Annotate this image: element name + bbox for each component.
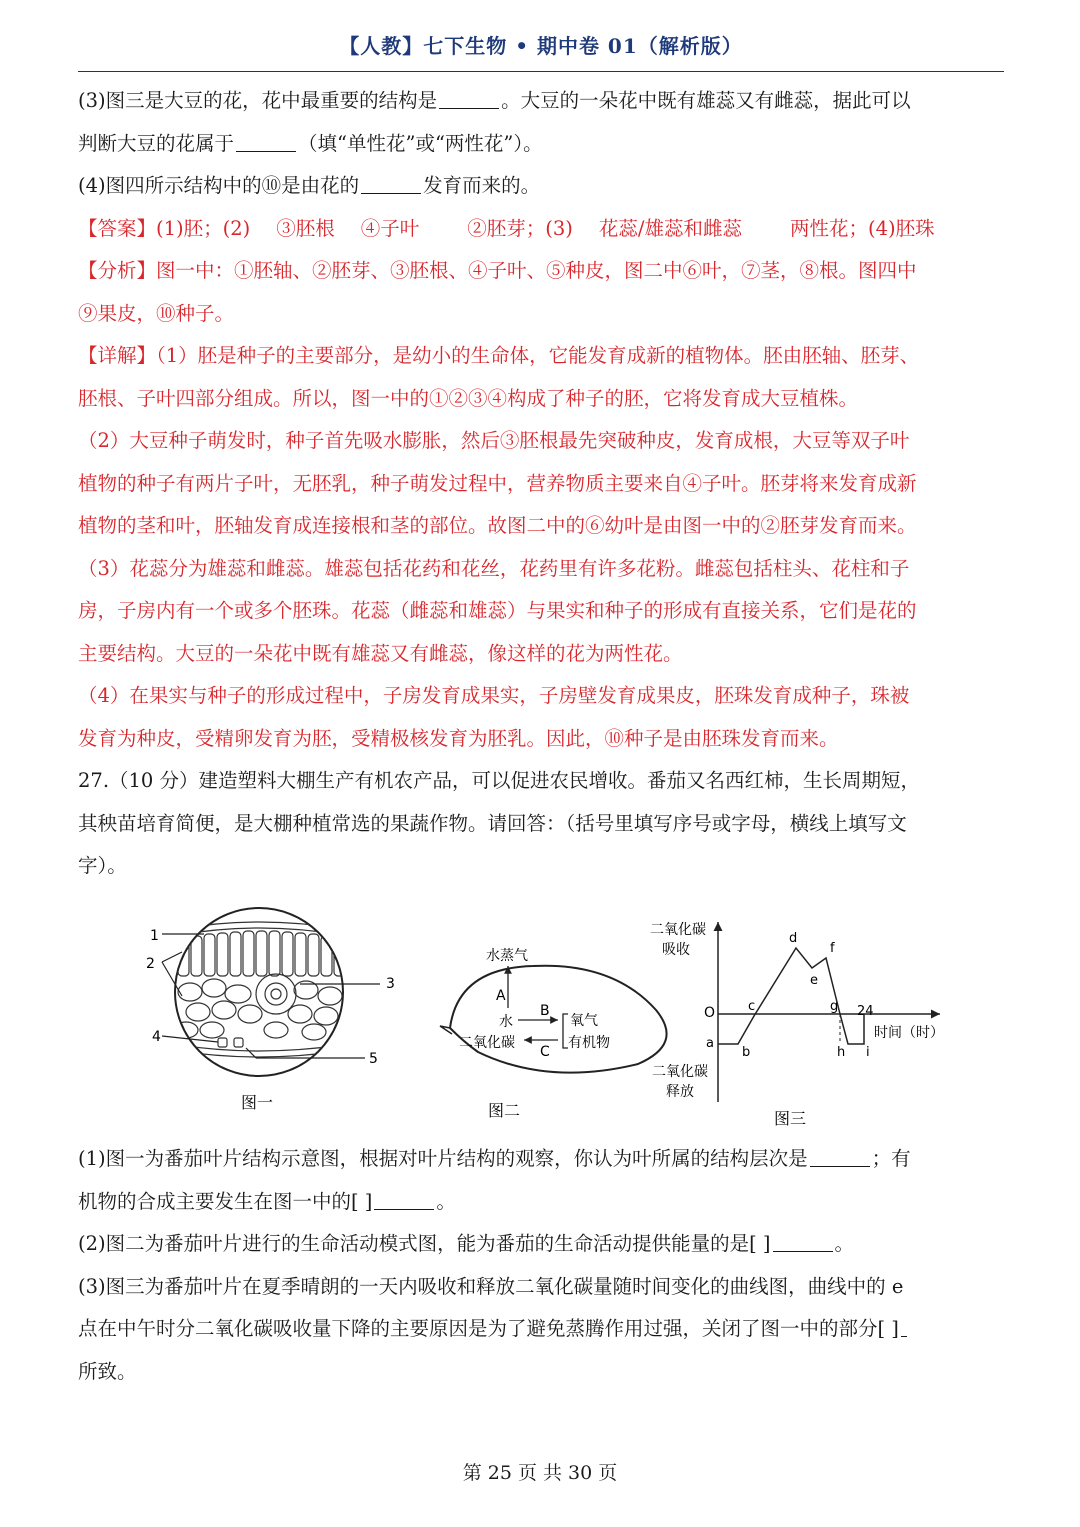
fig3-point-label: b xyxy=(742,1045,751,1060)
answer-blank xyxy=(901,1312,907,1337)
detail-line: 房，子房内有一个或多个胚珠。花蕊（雌蕊和雄蕊）与果实和种子的形成有直接关系，它们是花的 xyxy=(78,599,917,622)
q27-text: 机物的合成主要发生在图一中的[ ] xyxy=(78,1189,373,1213)
q27-s2-line xyxy=(78,1223,1004,1266)
q27-s1-line1 xyxy=(78,1138,1004,1181)
fig3-curve xyxy=(718,948,864,1044)
fig2-co2-label: 二氧化碳 xyxy=(459,1035,515,1051)
q4-text-b: 发育而来的。 xyxy=(423,174,541,197)
q3-line1 xyxy=(78,80,1004,123)
detail-line: （2）大豆种子萌发时，种子首先吸水膨胀，然后③胚根最先突破种皮，发育成根，大豆等双子叶 xyxy=(78,429,910,452)
figures-row xyxy=(78,902,1004,1134)
fig3-point-label: h xyxy=(837,1045,846,1060)
fig3-ylabel-top: 吸收 xyxy=(662,942,690,958)
answer-part: ④子叶 xyxy=(360,216,420,240)
fig2-caption: 图二 xyxy=(488,1101,521,1120)
detail-label: 【详解】 xyxy=(78,344,157,367)
q3-text-d: （填“单性花”或“两性花”）。 xyxy=(298,131,543,155)
figure2-leaf-model xyxy=(440,947,667,1120)
figures-svg xyxy=(78,902,1004,1134)
answer-part: 花蕊/雄蕊和雌蕊 xyxy=(598,216,742,240)
q27-text: (2)图二为番茄叶片进行的生命活动模式图，能为番茄的生命活动提供能量的是[ ] xyxy=(78,1232,771,1255)
main-content xyxy=(78,80,1004,888)
answer-blank xyxy=(439,84,499,109)
fig3-point-label: a xyxy=(706,1036,714,1051)
page-footer: 第 25 页 共 30 页 xyxy=(462,1462,618,1484)
detail-line: （4）在果实与种子的形成过程中，子房发育成果实，子房壁发育成果皮，胚珠发育成种子，珠被 xyxy=(78,684,910,707)
detail-line: （3）花蕊分为雄蕊和雌蕊。雄蕊包括花药和花丝，花药里有许多花粉。雌蕊包括柱头、花柱和子 xyxy=(78,556,910,580)
answer-blank xyxy=(810,1142,870,1167)
fig2-A: A xyxy=(496,988,506,1004)
fig1-label: 1 xyxy=(150,928,159,944)
q27-subquestions xyxy=(78,1138,1004,1393)
fig3-point-label: i xyxy=(866,1045,870,1060)
fig3-point-label: f xyxy=(830,941,835,956)
q3-text-c: 判断大豆的花属于 xyxy=(78,131,235,155)
fig3-point-label: c xyxy=(748,999,756,1014)
q3-line2 xyxy=(78,123,1004,166)
q27-text: 。 xyxy=(834,1232,855,1255)
answer-blank xyxy=(374,1185,434,1210)
fig2-oxygen-label: 氧气 xyxy=(570,1013,598,1029)
answer-part: 两性花；(4)胚珠 xyxy=(790,216,935,240)
figure1-leaf-section xyxy=(146,908,395,1112)
q27-line: 其秧苗培育简便，是大棚种植常选的果蔬作物。请回答：（括号里填写序号或字母，横线上填写文 xyxy=(78,811,907,835)
fig2-water-label: 水 xyxy=(499,1014,513,1030)
q27-text: ；有 xyxy=(871,1147,911,1170)
q4-line xyxy=(78,165,1004,208)
analysis-label: 【分析】 xyxy=(78,259,157,282)
answer-blank xyxy=(236,127,296,152)
q27-text: 点在中午时分二氧化碳吸收量下降的主要原因是为了避免蒸腾作用过强，关闭了图一中的部分[ ] xyxy=(78,1317,899,1340)
fig1-label: 2 xyxy=(146,956,155,972)
fig3-origin: O xyxy=(704,1005,716,1021)
answer-label: 【答案】 xyxy=(78,216,157,240)
q27-s3-line2 xyxy=(78,1308,1004,1351)
detail-line: 胚根、子叶四部分组成。所以，图一中的①②③④构成了种子的胚，它将发育成大豆植株。 xyxy=(78,386,859,410)
q27-line: 字）。 xyxy=(78,854,127,877)
detail-line xyxy=(78,335,1004,378)
answer-line xyxy=(78,208,1004,251)
q27-text: 。 xyxy=(436,1189,456,1213)
answer-part: ②胚芽；(3) xyxy=(467,216,573,240)
fig3-tick-24: 24 xyxy=(857,1004,874,1019)
q27-line: 27.（10 分）建造塑料大棚生产有机农产品，可以促进农民增收。番茄又名西红柿，生长周期短， xyxy=(78,769,921,792)
detail-text: （1）胚是种子的主要部分，是幼小的生命体，它能发育成新的植物体。胚由胚轴、胚芽、 xyxy=(156,344,920,367)
fig1-label: 4 xyxy=(152,1029,161,1045)
fig1-label: 3 xyxy=(386,976,395,992)
analysis-line1 xyxy=(78,250,1004,293)
detail-line: 主要结构。大豆的一朵花中既有雄蕊又有雌蕊，像这样的花为两性花。 xyxy=(78,641,683,665)
analysis-text: 图一中：①胚轴、②胚芽、③胚根、④子叶、⑤种皮，图二中⑥叶，⑦茎，⑧根。图四中 xyxy=(156,259,917,282)
fig1-label: 5 xyxy=(369,1051,378,1067)
q27-s1-line2 xyxy=(78,1181,1004,1224)
figure3-co2-chart xyxy=(650,922,944,1128)
q4-text-a: (4)图四所示结构中的⑩是由花的 xyxy=(78,174,360,197)
fig3-point-label: e xyxy=(810,973,818,988)
q27-s3-line1: (3)图三为番茄叶片在夏季晴朗的一天内吸收和释放二氧化碳量随时间变化的曲线图，曲线中的 e xyxy=(78,1274,904,1298)
page-header: 【人教】七下生物 • 期中卷 01（解析版） xyxy=(339,34,743,58)
analysis-line2: ⑨果皮，⑩种子。 xyxy=(78,301,235,325)
answer-blank xyxy=(773,1227,833,1252)
fig3-point-label: g xyxy=(830,999,839,1014)
detail-line: 植物的茎和叶，胚轴发育成连接根和茎的部位。故图二中的⑥幼叶是由图一中的②胚芽发育而来。 xyxy=(78,514,917,537)
header-rule xyxy=(78,71,1004,72)
fig3-caption: 图三 xyxy=(774,1109,807,1128)
detail-line: 发育为种皮，受精卵发育为胚，受精极核发育为胚乳。因此，⑩种子是由胚珠发育而来。 xyxy=(78,726,839,750)
fig3-ylabel-top: 二氧化碳 xyxy=(650,922,706,938)
fig1-caption: 图一 xyxy=(241,1093,274,1112)
fig3-xlabel: 时间（时） xyxy=(874,1025,944,1041)
fig2-organic-label: 有机物 xyxy=(568,1035,610,1051)
fig3-point-label: d xyxy=(789,931,798,946)
fig2-vapor-label: 水蒸气 xyxy=(486,948,528,964)
q3-text-b: 。大豆的一朵花中既有雄蕊又有雌蕊，据此可以 xyxy=(501,89,911,112)
fig2-B: B xyxy=(540,1003,550,1019)
q3-text-a: (3)图三是大豆的花，花中最重要的结构是 xyxy=(78,89,438,112)
answer-blank xyxy=(361,169,421,194)
fig3-ylabel-bottom: 二氧化碳 xyxy=(652,1064,708,1080)
fig3-ylabel-bottom: 释放 xyxy=(666,1084,694,1100)
q27-text: (1)图一为番茄叶片结构示意图，根据对叶片结构的观察，你认为叶所属的结构层次是 xyxy=(78,1147,808,1170)
q27-s3-line3: 所致。 xyxy=(78,1359,137,1383)
answer-part: ③胚根 xyxy=(276,216,335,240)
answer-part: (1)胚；(2) xyxy=(156,216,251,240)
fig2-C: C xyxy=(540,1044,550,1060)
detail-line: 植物的种子有两片子叶，无胚乳，种子萌发过程中，营养物质主要来自④子叶。胚芽将来发育成新 xyxy=(78,471,917,495)
